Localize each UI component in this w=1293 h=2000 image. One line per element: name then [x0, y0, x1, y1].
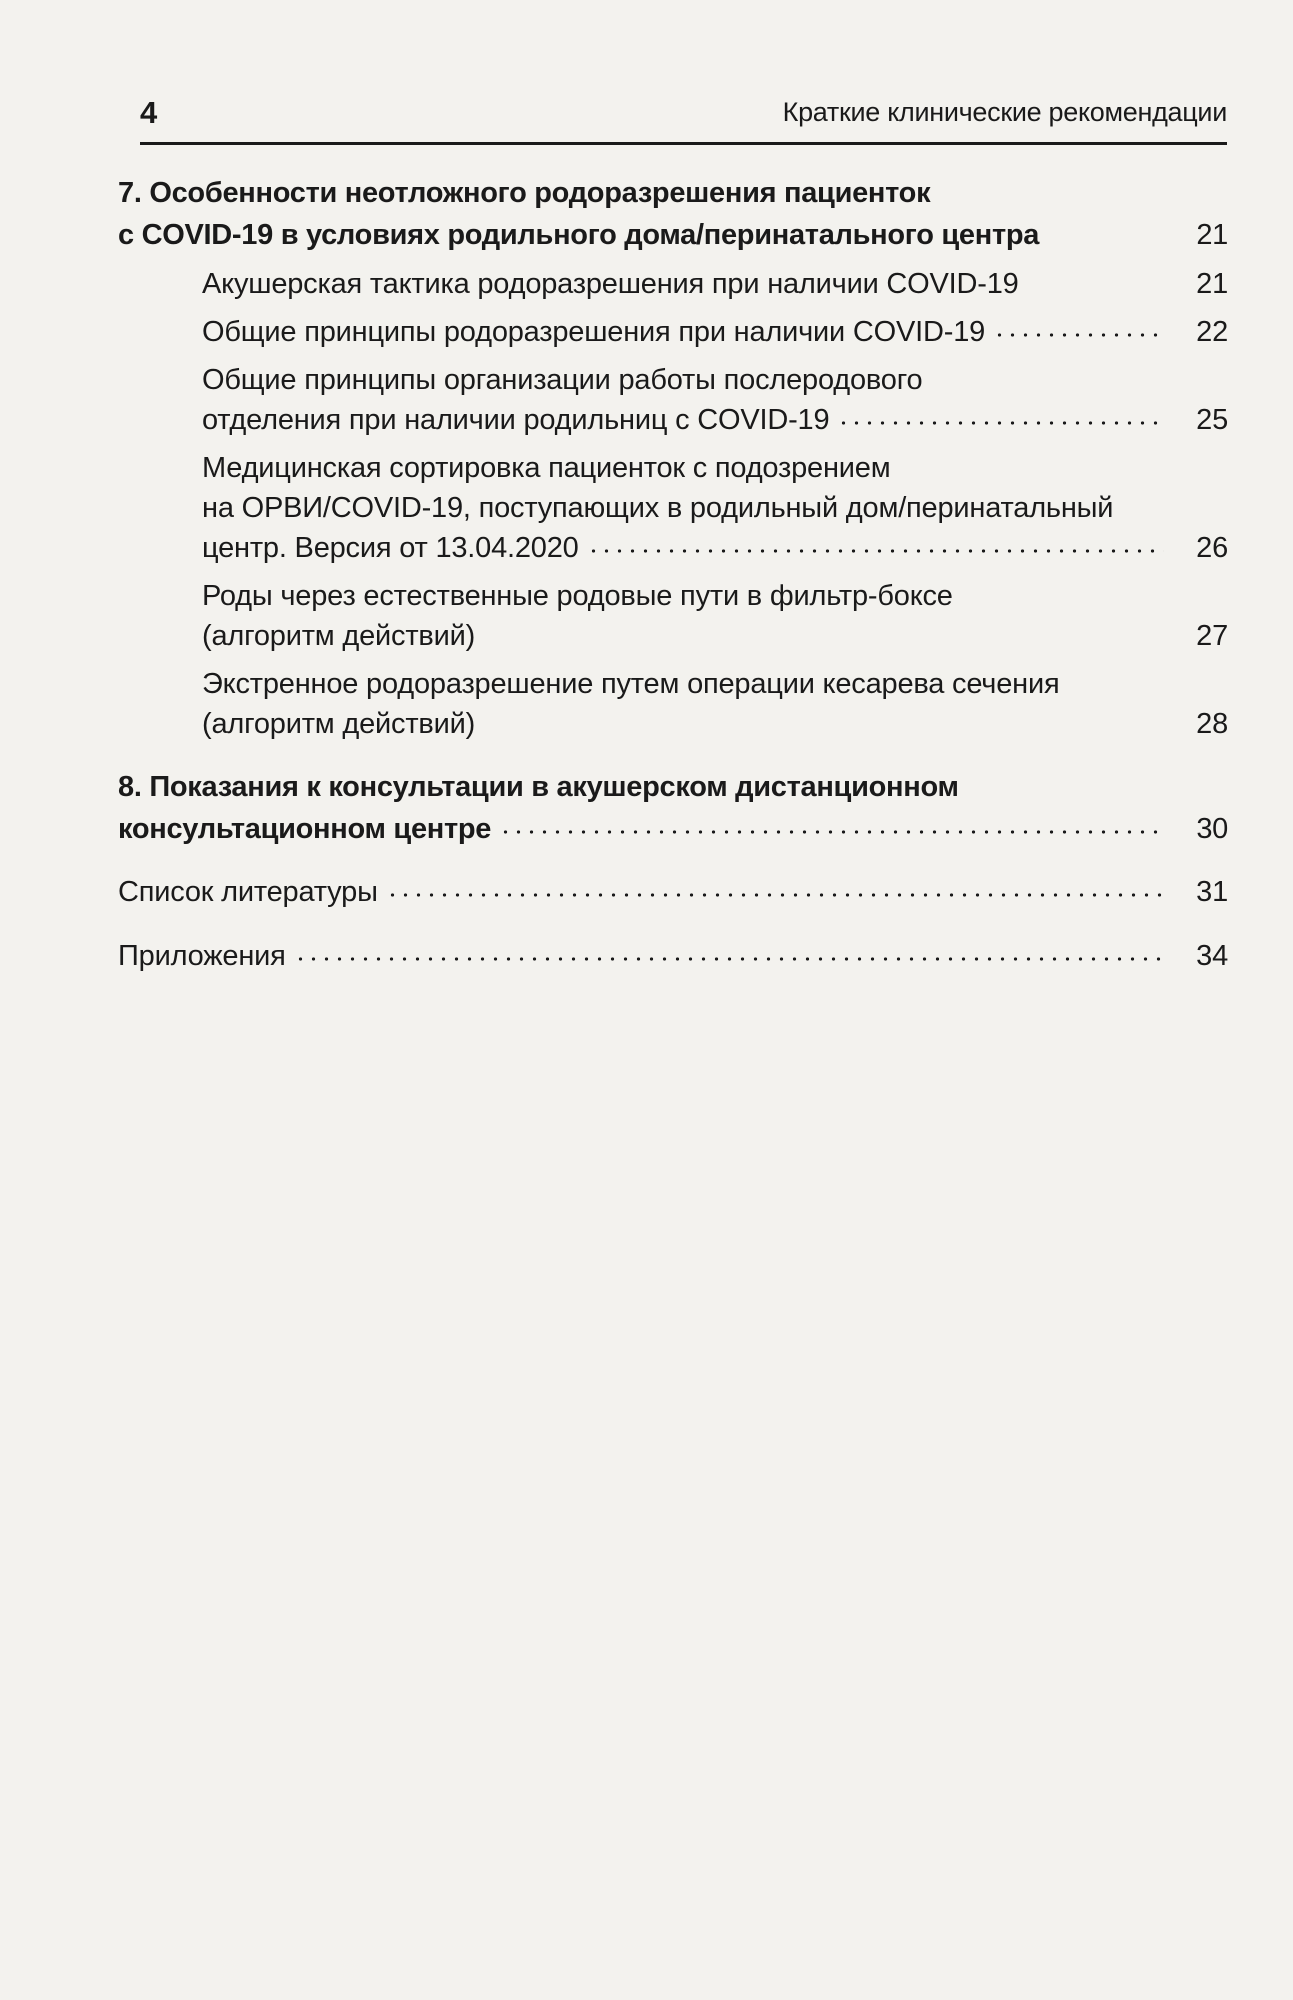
- toc-item-title: Акушерская тактика родоразрешения при наличии COVID-19: [202, 268, 1019, 300]
- toc-item-delivery-principles[interactable]: [202, 312, 1228, 352]
- toc-references[interactable]: [118, 872, 1228, 912]
- toc-item-postpartum-ward[interactable]: [202, 360, 1228, 440]
- toc-item-title: Общие принципы родоразрешения при наличии COVID-19: [202, 316, 986, 348]
- toc-item-triage[interactable]: [202, 448, 1228, 568]
- toc-appendices[interactable]: [118, 936, 1228, 976]
- toc-item-title-line-3: центр. Версия от 13.04.2020: [202, 532, 579, 564]
- toc-item-cesarean[interactable]: [202, 664, 1228, 744]
- toc-item-title-line-2: отделения при наличии родильниц с COVID-19: [202, 404, 830, 436]
- dot-leader: [993, 312, 1164, 341]
- dot-leader: [499, 809, 1164, 838]
- header-rule: [140, 142, 1227, 145]
- toc-page-number: 21: [1196, 219, 1228, 251]
- dot-leader: [837, 400, 1164, 429]
- toc-item-title-line-2: (алгоритм действий): [202, 620, 476, 652]
- toc-page-number: 28: [1196, 708, 1228, 740]
- toc-item-title-line-2: на ОРВИ/COVID-19, поступающих в родильный дом/перинатальный: [202, 492, 1114, 524]
- dot-leader: [483, 704, 1164, 733]
- table-of-contents: [118, 172, 1228, 976]
- toc-page-number: 22: [1196, 316, 1228, 348]
- running-header: [140, 95, 1227, 145]
- toc-item-title-line-1: Общие принципы организации работы послеродового: [202, 364, 923, 396]
- toc-chapter-7-line-2: с COVID-19 в условиях родильного дома/перинатального центра: [118, 219, 1040, 251]
- toc-page-number: 34: [1196, 940, 1228, 972]
- toc-item-title-line-2: (алгоритм действий): [202, 708, 476, 740]
- toc-page-number: 27: [1196, 620, 1228, 652]
- toc-chapter-8-line-2: консультационном центре: [118, 813, 492, 845]
- running-title: Краткие клинические рекомендации: [782, 97, 1227, 127]
- toc-item-title-line-1: Экстренное родоразрешение путем операции кесарева сечения: [202, 668, 1060, 700]
- toc-page-number: 31: [1196, 876, 1228, 908]
- toc-item-title-line-1: Роды через естественные родовые пути в фильтр-боксе: [202, 580, 953, 612]
- toc-item-obstetric-tactics[interactable]: [202, 264, 1228, 304]
- page-number: 4: [140, 95, 158, 130]
- dot-leader: [483, 616, 1164, 645]
- dot-leader: [587, 528, 1164, 557]
- toc-references-label: Список литературы: [118, 876, 378, 908]
- dot-leader: [386, 872, 1164, 901]
- toc-page-number: 26: [1196, 532, 1228, 564]
- toc-item-filter-box-birth[interactable]: [202, 576, 1228, 656]
- toc-page-number: 21: [1196, 268, 1228, 300]
- toc-chapter-8-line-1: 8. Показания к консультации в акушерском дистанционном: [118, 771, 959, 803]
- dot-leader: [1027, 264, 1164, 293]
- dot-leader: [294, 936, 1164, 965]
- toc-chapter-7[interactable]: [118, 172, 1228, 256]
- toc-page-number: 30: [1196, 813, 1228, 845]
- toc-appendices-label: Приложения: [118, 940, 286, 972]
- toc-item-title-line-1: Медицинская сортировка пациенток с подозрением: [202, 452, 891, 484]
- toc-page-number: 25: [1196, 404, 1228, 436]
- dot-leader: [1047, 215, 1164, 244]
- toc-chapter-8[interactable]: [118, 766, 1228, 850]
- toc-chapter-7-line-1: 7. Особенности неотложного родоразрешения пациенток: [118, 177, 931, 209]
